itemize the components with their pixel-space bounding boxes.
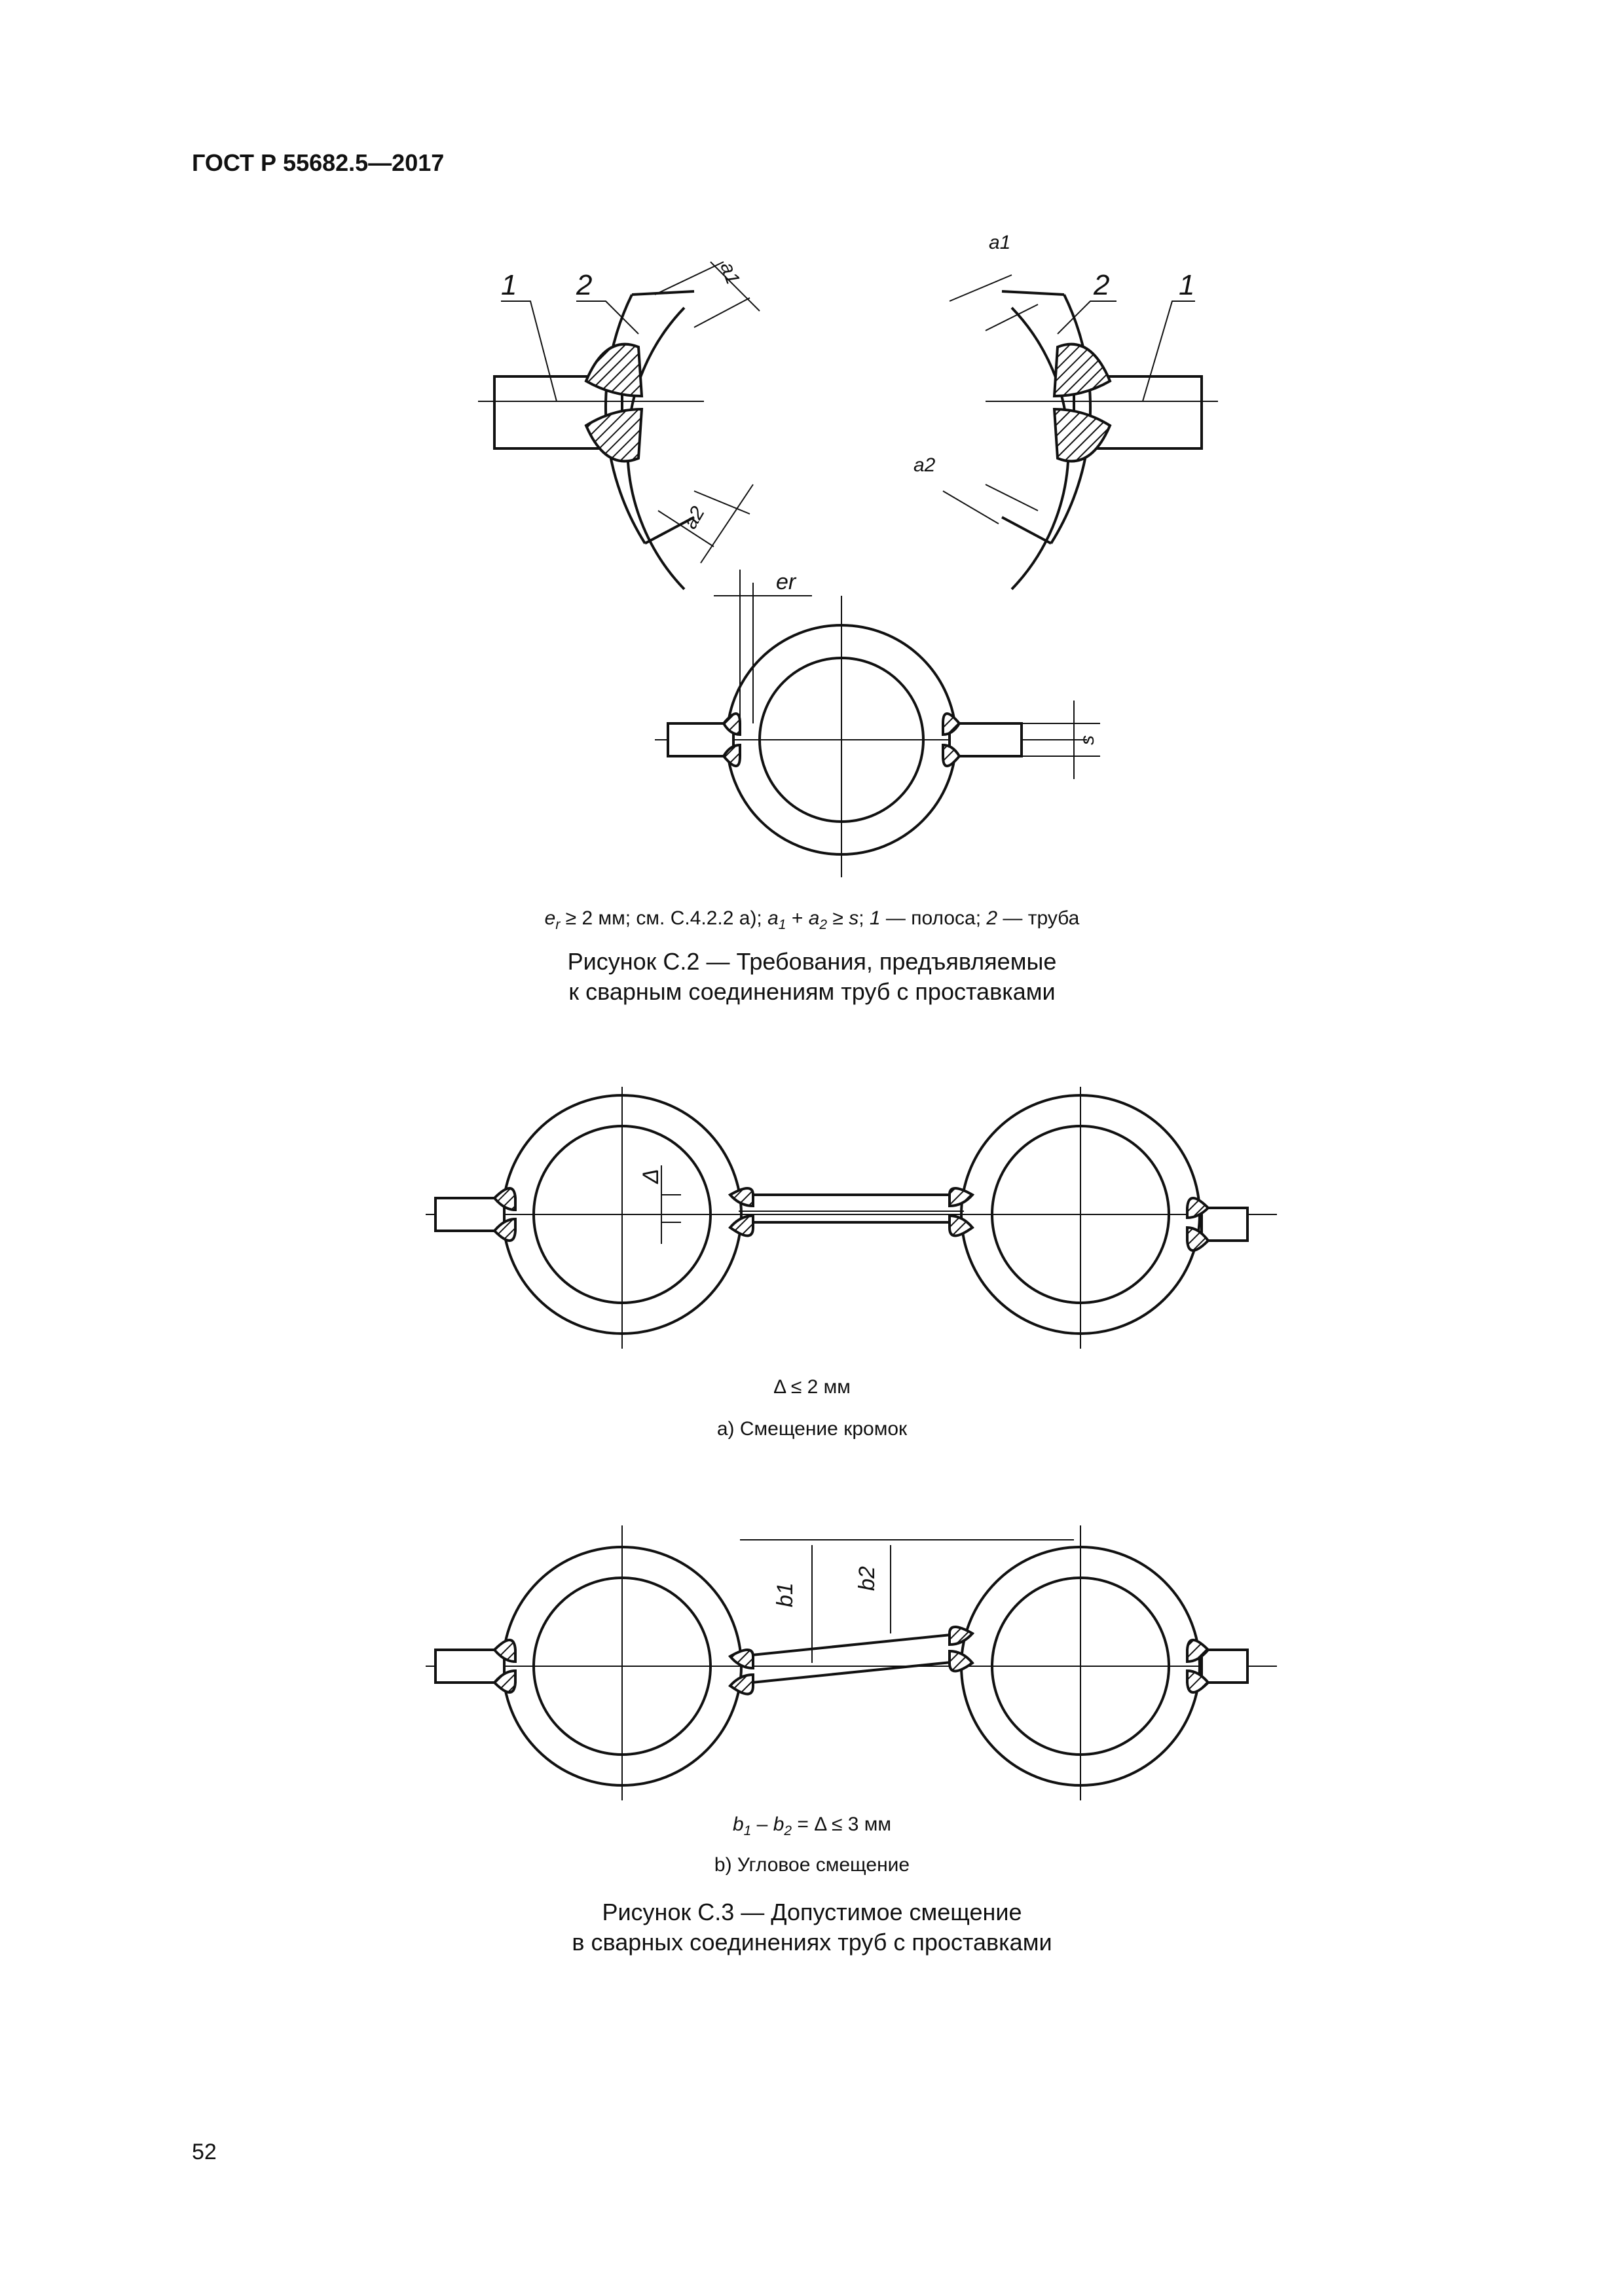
callout-1-left: 1 xyxy=(501,269,517,301)
figure-c2-detail-drawing xyxy=(0,232,1624,576)
figure-c3-caption: Рисунок С.3 — Допустимое смещение в сварных соединениях труб с проставками xyxy=(572,1899,1052,1956)
callout-1-right: 1 xyxy=(1179,269,1195,301)
strip-right-c2 xyxy=(950,723,1022,756)
callout-2-right: 2 xyxy=(1094,269,1110,301)
figure-c3b-drawing xyxy=(0,1499,1624,1800)
callout-2-left: 2 xyxy=(576,269,593,301)
dim-b2: b2 xyxy=(855,1566,879,1591)
figure-c3a-formula: Δ ≤ 2 мм xyxy=(773,1376,851,1398)
dim-a2-left: a2 xyxy=(679,503,709,533)
figure-c3b-sublabel: b) Угловое смещение xyxy=(714,1854,910,1876)
document-header: ГОСТ Р 55682.5—2017 xyxy=(192,149,445,176)
strip-left-c2 xyxy=(668,723,733,756)
dim-er: er xyxy=(776,570,796,594)
figure-c3b-formula: $b_1 - b_2 = \Delta \le 3$ мм xyxy=(732,1813,892,1838)
dim-b1: b1 xyxy=(773,1582,798,1607)
figure-c2-note: $e_r \ge 2$ мм; см. С.4.2.2 а); $a_1 + a_2 \ge s$; 1 — полоса; 2 — труба xyxy=(544,907,1080,932)
dim-s: s xyxy=(1077,735,1098,745)
dim-a2-right: a2 xyxy=(913,454,936,476)
dim-a1-left: a1 xyxy=(716,259,744,287)
figure-c2-caption: Рисунок С.2 — Требования, предъявляемые к сварным соединениям труб с проставками xyxy=(567,948,1057,1005)
page-number: 52 xyxy=(192,2140,217,2164)
dim-a1-right: a1 xyxy=(989,232,1011,253)
figure-c3a-drawing xyxy=(0,1087,1624,1349)
figure-c3a-sublabel: а) Смещение кромок xyxy=(716,1418,908,1440)
dim-delta: Δ xyxy=(638,1169,663,1184)
figure-c2-tube-drawing xyxy=(0,570,1624,884)
